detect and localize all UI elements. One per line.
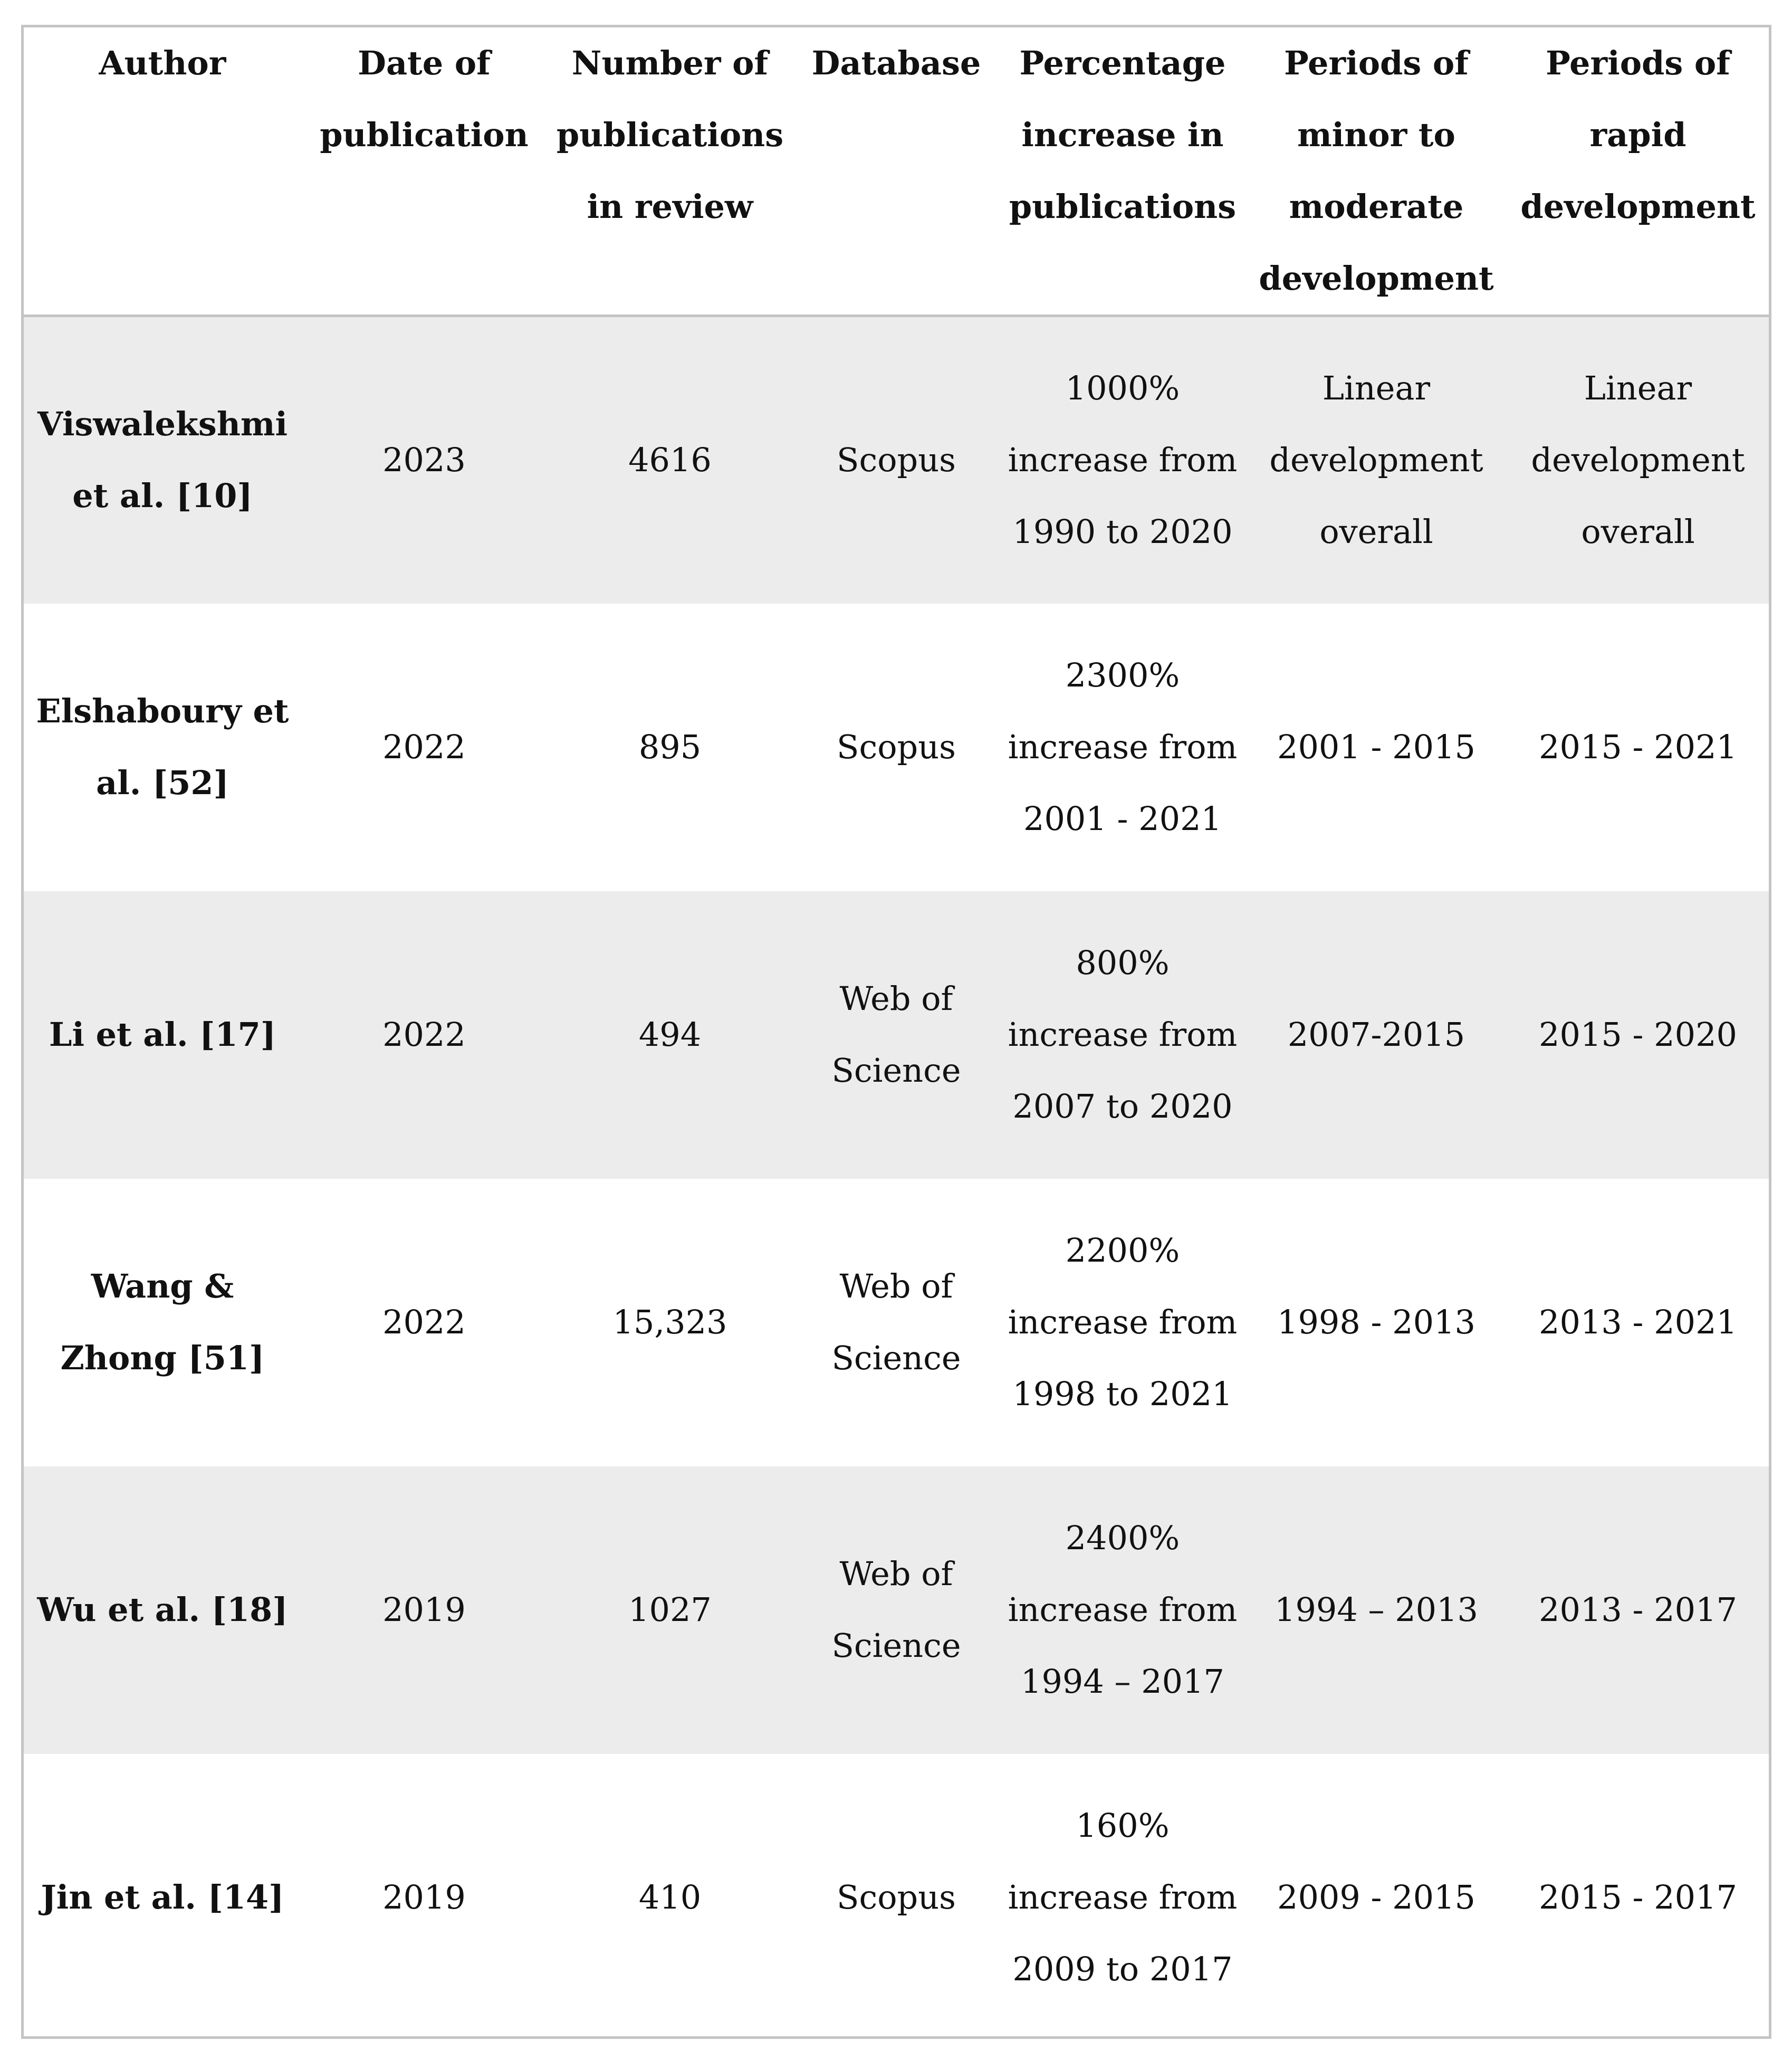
cell-minor-period: 2009 - 2015	[1277, 1878, 1475, 1916]
cell-database: Scopus	[837, 1878, 956, 1916]
cell-number: 410	[638, 1878, 702, 1916]
cell-number: 1027	[547, 1466, 793, 1754]
header-database: Database	[793, 27, 1000, 316]
cell-minor-period: 2001 - 2015	[1277, 728, 1475, 766]
cell-database: Scopus	[793, 316, 1000, 604]
header-minor-development-periods: Periods of minor to moderate development	[1245, 27, 1507, 316]
cell-date: 2019	[382, 1878, 466, 1916]
cell-percentage: 1000% increase from 1990 to 2020	[1000, 316, 1245, 604]
cell-number: 895	[638, 728, 702, 766]
cell-minor-period: 2007-2015	[1245, 891, 1507, 1179]
table-row	[24, 1466, 1769, 1754]
table-row	[24, 891, 1769, 1179]
cell-date: 2023	[301, 316, 547, 604]
review-comparison-table	[24, 27, 1769, 2042]
table-row	[24, 316, 1769, 604]
cell-date: 2022	[301, 891, 547, 1179]
cell-percentage: 2200% increase from 1998 to 2021	[1008, 1231, 1238, 1413]
header-author: Author	[24, 27, 301, 316]
table-header-row	[24, 27, 1769, 316]
table-row	[24, 1754, 1769, 2042]
cell-author: Elshaboury et al. [52]	[36, 692, 289, 802]
cell-percentage: 160% increase from 2009 to 2017	[1008, 1806, 1238, 1988]
cell-date: 2022	[382, 1303, 466, 1341]
cell-database: Web of Science	[831, 1267, 961, 1377]
cell-rapid-period: Linear development overall	[1507, 316, 1769, 604]
cell-rapid-period: 2013 - 2017	[1507, 1466, 1769, 1754]
cell-author: Wu et al. [18]	[24, 1466, 301, 1754]
cell-rapid-period: 2015 - 2021	[1539, 728, 1737, 766]
table-row	[24, 1179, 1769, 1466]
cell-database: Web of Science	[793, 1466, 1000, 1754]
cell-date: 2022	[382, 728, 466, 766]
cell-author: Wang & Zhong [51]	[60, 1267, 265, 1377]
cell-percentage: 2300% increase from 2001 - 2021	[1008, 656, 1238, 838]
cell-database: Web of Science	[793, 891, 1000, 1179]
table-row	[24, 604, 1769, 891]
cell-number: 15,323	[612, 1303, 727, 1341]
cell-minor-period: 1994 – 2013	[1245, 1466, 1507, 1754]
cell-minor-period: 1998 - 2013	[1277, 1303, 1475, 1341]
cell-number: 4616	[547, 316, 793, 604]
cell-rapid-period: 2015 - 2020	[1507, 891, 1769, 1179]
cell-database: Scopus	[837, 728, 956, 766]
cell-number: 494	[547, 891, 793, 1179]
header-rapid-development-periods: Periods of rapid development	[1507, 27, 1769, 316]
cell-rapid-period: 2013 - 2021	[1539, 1303, 1737, 1341]
cell-rapid-period: 2015 - 2017	[1539, 1878, 1737, 1916]
cell-percentage: 800% increase from 2007 to 2020	[1000, 891, 1245, 1179]
cell-author: Jin et al. [14]	[41, 1878, 284, 1916]
cell-author: Viswalekshmi et al. [10]	[24, 316, 301, 604]
cell-minor-period: Linear development overall	[1245, 316, 1507, 604]
header-date-of-publication: Date of publication	[301, 27, 547, 316]
header-percentage-increase: Percentage increase in publications	[1000, 27, 1245, 316]
cell-date: 2019	[301, 1466, 547, 1754]
review-comparison-table-frame	[21, 25, 1771, 2039]
header-number-of-publications: Number of publications in review	[547, 27, 793, 316]
cell-author: Li et al. [17]	[24, 891, 301, 1179]
cell-percentage: 2400% increase from 1994 – 2017	[1000, 1466, 1245, 1754]
